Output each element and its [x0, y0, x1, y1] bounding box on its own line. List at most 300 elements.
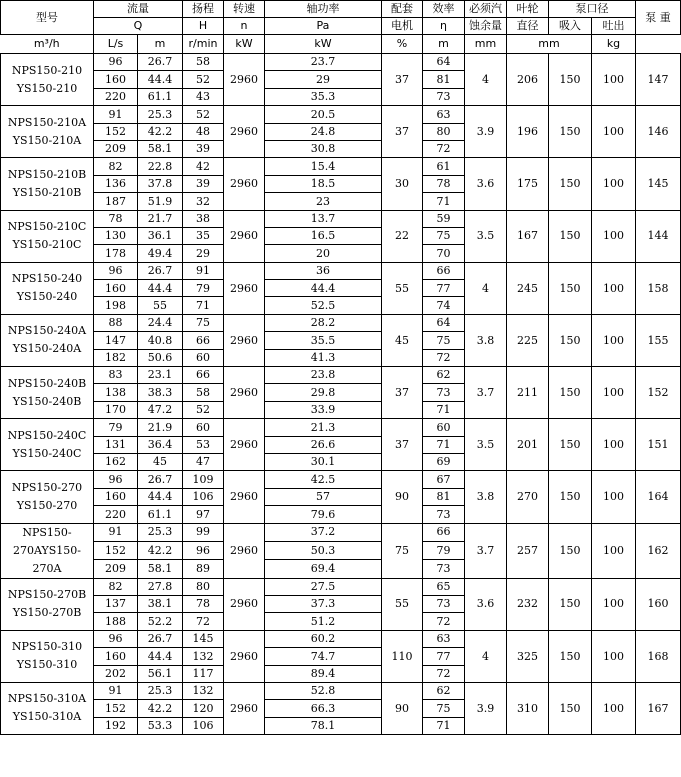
impeller-cell: 245: [507, 262, 549, 314]
power-cell: 23.8: [265, 367, 382, 384]
speed-cell: 2960: [224, 471, 265, 523]
flow-m3h-cell: 209: [94, 140, 138, 157]
efficiency-cell: 71: [423, 717, 465, 734]
head-cell: 79: [183, 280, 224, 297]
head-cell: 42: [183, 158, 224, 175]
flow-ls-cell: 42.2: [138, 541, 183, 559]
inlet-cell: 150: [549, 106, 592, 158]
flow-m3h-cell: 178: [94, 245, 138, 262]
efficiency-cell: 61: [423, 158, 465, 175]
efficiency-cell: 62: [423, 367, 465, 384]
outlet-cell: 100: [592, 367, 636, 419]
efficiency-cell: 63: [423, 630, 465, 647]
npsh-cell: 4: [465, 262, 507, 314]
table-row: [1, 210, 681, 227]
efficiency-cell: 73: [423, 384, 465, 401]
flow-ls-cell: 26.7: [138, 471, 183, 488]
npsh-cell: 4: [465, 54, 507, 106]
header-port-out: 吐出: [592, 18, 636, 35]
head-cell: 66: [183, 332, 224, 349]
flow-m3h-cell: 152: [94, 700, 138, 717]
model-cell: NPS150-270AYS150-270A: [1, 523, 94, 578]
table-row: [1, 106, 681, 123]
npsh-cell: 3.5: [465, 210, 507, 262]
efficiency-cell: 71: [423, 436, 465, 453]
flow-m3h-cell: 220: [94, 88, 138, 105]
header-head-symbol: H: [183, 18, 224, 35]
impeller-cell: 257: [507, 523, 549, 578]
power-cell: 20.5: [265, 106, 382, 123]
outlet-cell: 100: [592, 523, 636, 578]
header-head: 扬程: [183, 1, 224, 18]
inlet-cell: 150: [549, 471, 592, 523]
flow-ls-cell: 44.4: [138, 71, 183, 88]
flow-m3h-cell: 198: [94, 297, 138, 314]
header-flow: 流量: [94, 1, 183, 18]
flow-m3h-cell: 160: [94, 71, 138, 88]
flow-ls-cell: 56.1: [138, 665, 183, 682]
head-cell: 52: [183, 106, 224, 123]
motor-cell: 90: [382, 471, 423, 523]
efficiency-cell: 73: [423, 560, 465, 578]
header-power: 轴功率: [265, 1, 382, 18]
flow-m3h-cell: 131: [94, 436, 138, 453]
inlet-cell: 150: [549, 262, 592, 314]
head-cell: 97: [183, 506, 224, 523]
power-cell: 33.9: [265, 401, 382, 418]
flow-ls-cell: 21.7: [138, 210, 183, 227]
head-cell: 32: [183, 193, 224, 210]
table-row: [1, 578, 681, 595]
motor-cell: 45: [382, 314, 423, 366]
flow-m3h-cell: 152: [94, 123, 138, 140]
flow-m3h-cell: 188: [94, 613, 138, 630]
power-cell: 41.3: [265, 349, 382, 366]
flow-m3h-cell: 202: [94, 665, 138, 682]
flow-m3h-cell: 82: [94, 578, 138, 595]
head-cell: 132: [183, 682, 224, 699]
weight-cell: 167: [636, 682, 681, 734]
head-cell: 109: [183, 471, 224, 488]
efficiency-cell: 71: [423, 193, 465, 210]
flow-ls-cell: 44.4: [138, 648, 183, 665]
flow-ls-cell: 26.7: [138, 262, 183, 279]
impeller-cell: 270: [507, 471, 549, 523]
speed-cell: 2960: [224, 682, 265, 734]
outlet-cell: 100: [592, 210, 636, 262]
inlet-cell: 150: [549, 54, 592, 106]
flow-m3h-cell: 192: [94, 717, 138, 734]
head-cell: 39: [183, 175, 224, 192]
speed-cell: 2960: [224, 106, 265, 158]
unit-flow-ls: L/s: [94, 35, 138, 54]
model-cell: NPS150-240C YS150-240C: [1, 419, 94, 471]
power-cell: 52.5: [265, 297, 382, 314]
flow-ls-cell: 44.4: [138, 488, 183, 505]
header-motor-1: 配套: [382, 1, 423, 18]
head-cell: 89: [183, 560, 224, 578]
impeller-cell: 232: [507, 578, 549, 630]
power-cell: 44.4: [265, 280, 382, 297]
unit-port: mm: [507, 35, 592, 54]
header-port: 泵口径: [549, 1, 636, 18]
power-cell: 50.3: [265, 541, 382, 559]
power-cell: 78.1: [265, 717, 382, 734]
flow-ls-cell: 55: [138, 297, 183, 314]
head-cell: 99: [183, 523, 224, 541]
unit-impeller: mm: [465, 35, 507, 54]
flow-m3h-cell: 138: [94, 384, 138, 401]
inlet-cell: 150: [549, 314, 592, 366]
flow-ls-cell: 44.4: [138, 280, 183, 297]
power-cell: 30.8: [265, 140, 382, 157]
speed-cell: 2960: [224, 210, 265, 262]
inlet-cell: 150: [549, 523, 592, 578]
efficiency-cell: 62: [423, 682, 465, 699]
weight-cell: 146: [636, 106, 681, 158]
header-speed: 转速: [224, 1, 265, 18]
header-model: 型号: [1, 1, 94, 35]
power-cell: 35.3: [265, 88, 382, 105]
outlet-cell: 100: [592, 682, 636, 734]
efficiency-cell: 72: [423, 665, 465, 682]
head-cell: 78: [183, 595, 224, 612]
head-cell: 71: [183, 297, 224, 314]
head-cell: 66: [183, 367, 224, 384]
head-cell: 120: [183, 700, 224, 717]
flow-ls-cell: 40.8: [138, 332, 183, 349]
unit-flow-m3h: m³/h: [1, 35, 94, 54]
weight-cell: 168: [636, 630, 681, 682]
flow-m3h-cell: 83: [94, 367, 138, 384]
motor-cell: 90: [382, 682, 423, 734]
efficiency-cell: 81: [423, 71, 465, 88]
flow-ls-cell: 26.7: [138, 54, 183, 71]
efficiency-cell: 63: [423, 106, 465, 123]
table-row: [1, 158, 681, 175]
motor-cell: 75: [382, 523, 423, 578]
flow-m3h-cell: 160: [94, 648, 138, 665]
head-cell: 60: [183, 349, 224, 366]
head-cell: 91: [183, 262, 224, 279]
flow-m3h-cell: 96: [94, 262, 138, 279]
weight-cell: 162: [636, 523, 681, 578]
flow-ls-cell: 52.2: [138, 613, 183, 630]
power-cell: 52.8: [265, 682, 382, 699]
inlet-cell: 150: [549, 367, 592, 419]
efficiency-cell: 75: [423, 332, 465, 349]
header-speed-symbol: n: [224, 18, 265, 35]
flow-ls-cell: 49.4: [138, 245, 183, 262]
motor-cell: 37: [382, 367, 423, 419]
flow-m3h-cell: 220: [94, 506, 138, 523]
flow-ls-cell: 42.2: [138, 123, 183, 140]
flow-m3h-cell: 187: [94, 193, 138, 210]
motor-cell: 37: [382, 419, 423, 471]
table-row: [1, 314, 681, 331]
table-row: [1, 262, 681, 279]
inlet-cell: 150: [549, 682, 592, 734]
outlet-cell: 100: [592, 262, 636, 314]
weight-cell: 145: [636, 158, 681, 210]
power-cell: 79.6: [265, 506, 382, 523]
power-cell: 30.1: [265, 453, 382, 470]
motor-cell: 37: [382, 54, 423, 106]
efficiency-cell: 64: [423, 314, 465, 331]
efficiency-cell: 64: [423, 54, 465, 71]
speed-cell: 2960: [224, 262, 265, 314]
efficiency-cell: 79: [423, 541, 465, 559]
npsh-cell: 3.5: [465, 419, 507, 471]
head-cell: 106: [183, 717, 224, 734]
flow-m3h-cell: 137: [94, 595, 138, 612]
power-cell: 69.4: [265, 560, 382, 578]
efficiency-cell: 77: [423, 280, 465, 297]
power-cell: 21.3: [265, 419, 382, 436]
head-cell: 38: [183, 210, 224, 227]
flow-m3h-cell: 91: [94, 682, 138, 699]
efficiency-cell: 74: [423, 297, 465, 314]
impeller-cell: 201: [507, 419, 549, 471]
table-body: [1, 54, 681, 735]
flow-ls-cell: 21.9: [138, 419, 183, 436]
efficiency-cell: 73: [423, 506, 465, 523]
power-cell: 37.2: [265, 523, 382, 541]
impeller-cell: 196: [507, 106, 549, 158]
efficiency-cell: 65: [423, 578, 465, 595]
model-cell: NPS150-240A YS150-240A: [1, 314, 94, 366]
outlet-cell: 100: [592, 314, 636, 366]
flow-ls-cell: 42.2: [138, 700, 183, 717]
efficiency-cell: 78: [423, 175, 465, 192]
weight-cell: 144: [636, 210, 681, 262]
speed-cell: 2960: [224, 314, 265, 366]
weight-cell: 160: [636, 578, 681, 630]
weight-cell: 151: [636, 419, 681, 471]
head-cell: 52: [183, 71, 224, 88]
header-impeller-1: 叶轮: [507, 1, 549, 18]
motor-cell: 55: [382, 578, 423, 630]
motor-cell: 110: [382, 630, 423, 682]
head-cell: 60: [183, 419, 224, 436]
flow-m3h-cell: 88: [94, 314, 138, 331]
power-cell: 37.3: [265, 595, 382, 612]
efficiency-cell: 75: [423, 700, 465, 717]
power-cell: 27.5: [265, 578, 382, 595]
unit-weight: kg: [592, 35, 636, 54]
head-cell: 35: [183, 227, 224, 244]
header-port-in: 吸入: [549, 18, 592, 35]
efficiency-cell: 73: [423, 595, 465, 612]
unit-head: m: [138, 35, 183, 54]
weight-cell: 158: [636, 262, 681, 314]
flow-ls-cell: 25.3: [138, 523, 183, 541]
efficiency-cell: 67: [423, 471, 465, 488]
head-cell: 58: [183, 384, 224, 401]
efficiency-cell: 70: [423, 245, 465, 262]
flow-ls-cell: 61.1: [138, 88, 183, 105]
power-cell: 13.7: [265, 210, 382, 227]
outlet-cell: 100: [592, 419, 636, 471]
flow-ls-cell: 37.8: [138, 175, 183, 192]
speed-cell: 2960: [224, 578, 265, 630]
efficiency-cell: 75: [423, 227, 465, 244]
flow-ls-cell: 36.1: [138, 227, 183, 244]
speed-cell: 2960: [224, 419, 265, 471]
npsh-cell: 4: [465, 630, 507, 682]
power-cell: 23.7: [265, 54, 382, 71]
flow-m3h-cell: 170: [94, 401, 138, 418]
head-cell: 52: [183, 401, 224, 418]
head-cell: 29: [183, 245, 224, 262]
motor-cell: 22: [382, 210, 423, 262]
flow-ls-cell: 25.3: [138, 106, 183, 123]
flow-m3h-cell: 160: [94, 488, 138, 505]
flow-ls-cell: 53.3: [138, 717, 183, 734]
head-cell: 47: [183, 453, 224, 470]
power-cell: 29.8: [265, 384, 382, 401]
impeller-cell: 167: [507, 210, 549, 262]
unit-npsh: m: [423, 35, 465, 54]
header-npsh-2: 蚀余量: [465, 18, 507, 35]
head-cell: 53: [183, 436, 224, 453]
model-cell: NPS150-210 YS150-210: [1, 54, 94, 106]
outlet-cell: 100: [592, 158, 636, 210]
flow-ls-cell: 25.3: [138, 682, 183, 699]
power-cell: 24.8: [265, 123, 382, 140]
efficiency-cell: 71: [423, 401, 465, 418]
impeller-cell: 211: [507, 367, 549, 419]
head-cell: 72: [183, 613, 224, 630]
efficiency-cell: 60: [423, 419, 465, 436]
header-power-symbol: Pa: [265, 18, 382, 35]
power-cell: 23: [265, 193, 382, 210]
impeller-cell: 206: [507, 54, 549, 106]
head-cell: 117: [183, 665, 224, 682]
table-header: [1, 1, 681, 54]
inlet-cell: 150: [549, 419, 592, 471]
model-cell: NPS150-240 YS150-240: [1, 262, 94, 314]
header-efficiency: 效率: [423, 1, 465, 18]
power-cell: 26.6: [265, 436, 382, 453]
header-npsh-1: 必须汽: [465, 1, 507, 18]
efficiency-cell: 66: [423, 523, 465, 541]
power-cell: 16.5: [265, 227, 382, 244]
unit-power: kW: [224, 35, 265, 54]
flow-m3h-cell: 209: [94, 560, 138, 578]
flow-m3h-cell: 78: [94, 210, 138, 227]
efficiency-cell: 66: [423, 262, 465, 279]
flow-m3h-cell: 136: [94, 175, 138, 192]
header-efficiency-symbol: η: [423, 18, 465, 35]
power-cell: 74.7: [265, 648, 382, 665]
flow-ls-cell: 61.1: [138, 506, 183, 523]
head-cell: 106: [183, 488, 224, 505]
weight-cell: 147: [636, 54, 681, 106]
npsh-cell: 3.7: [465, 523, 507, 578]
flow-ls-cell: 51.9: [138, 193, 183, 210]
table-row: [1, 54, 681, 71]
inlet-cell: 150: [549, 578, 592, 630]
efficiency-cell: 73: [423, 88, 465, 105]
outlet-cell: 100: [592, 471, 636, 523]
power-cell: 57: [265, 488, 382, 505]
header-flow-symbol: Q: [94, 18, 183, 35]
model-cell: NPS150-310A YS150-310A: [1, 682, 94, 734]
efficiency-cell: 72: [423, 613, 465, 630]
npsh-cell: 3.7: [465, 367, 507, 419]
power-cell: 29: [265, 71, 382, 88]
speed-cell: 2960: [224, 523, 265, 578]
model-cell: NPS150-310 YS150-310: [1, 630, 94, 682]
header-weight: 泵 重: [636, 1, 681, 35]
head-cell: 96: [183, 541, 224, 559]
flow-ls-cell: 50.6: [138, 349, 183, 366]
inlet-cell: 150: [549, 158, 592, 210]
power-cell: 18.5: [265, 175, 382, 192]
speed-cell: 2960: [224, 158, 265, 210]
speed-cell: 2960: [224, 367, 265, 419]
flow-m3h-cell: 147: [94, 332, 138, 349]
table-row: [1, 471, 681, 488]
power-cell: 60.2: [265, 630, 382, 647]
flow-m3h-cell: 91: [94, 106, 138, 123]
model-cell: NPS150-270B YS150-270B: [1, 578, 94, 630]
npsh-cell: 3.6: [465, 158, 507, 210]
flow-ls-cell: 38.3: [138, 384, 183, 401]
flow-m3h-cell: 96: [94, 54, 138, 71]
flow-m3h-cell: 160: [94, 280, 138, 297]
table-row: [1, 419, 681, 436]
model-cell: NPS150-270 YS150-270: [1, 471, 94, 523]
model-cell: NPS150-210C YS150-210C: [1, 210, 94, 262]
unit-efficiency: %: [382, 35, 423, 54]
unit-speed: r/min: [183, 35, 224, 54]
efficiency-cell: 81: [423, 488, 465, 505]
efficiency-cell: 72: [423, 349, 465, 366]
power-cell: 42.5: [265, 471, 382, 488]
outlet-cell: 100: [592, 106, 636, 158]
impeller-cell: 225: [507, 314, 549, 366]
impeller-cell: 175: [507, 158, 549, 210]
power-cell: 20: [265, 245, 382, 262]
flow-ls-cell: 26.7: [138, 630, 183, 647]
power-cell: 51.2: [265, 613, 382, 630]
power-cell: 36: [265, 262, 382, 279]
impeller-cell: 310: [507, 682, 549, 734]
outlet-cell: 100: [592, 630, 636, 682]
head-cell: 145: [183, 630, 224, 647]
outlet-cell: 100: [592, 578, 636, 630]
npsh-cell: 3.9: [465, 682, 507, 734]
efficiency-cell: 69: [423, 453, 465, 470]
flow-ls-cell: 58.1: [138, 140, 183, 157]
npsh-cell: 3.6: [465, 578, 507, 630]
table-row: [1, 523, 681, 541]
npsh-cell: 3.9: [465, 106, 507, 158]
flow-m3h-cell: 91: [94, 523, 138, 541]
weight-cell: 152: [636, 367, 681, 419]
flow-ls-cell: 27.8: [138, 578, 183, 595]
flow-ls-cell: 45: [138, 453, 183, 470]
flow-m3h-cell: 79: [94, 419, 138, 436]
efficiency-cell: 80: [423, 123, 465, 140]
speed-cell: 2960: [224, 54, 265, 106]
flow-ls-cell: 47.2: [138, 401, 183, 418]
npsh-cell: 3.8: [465, 314, 507, 366]
head-cell: 80: [183, 578, 224, 595]
flow-ls-cell: 36.4: [138, 436, 183, 453]
